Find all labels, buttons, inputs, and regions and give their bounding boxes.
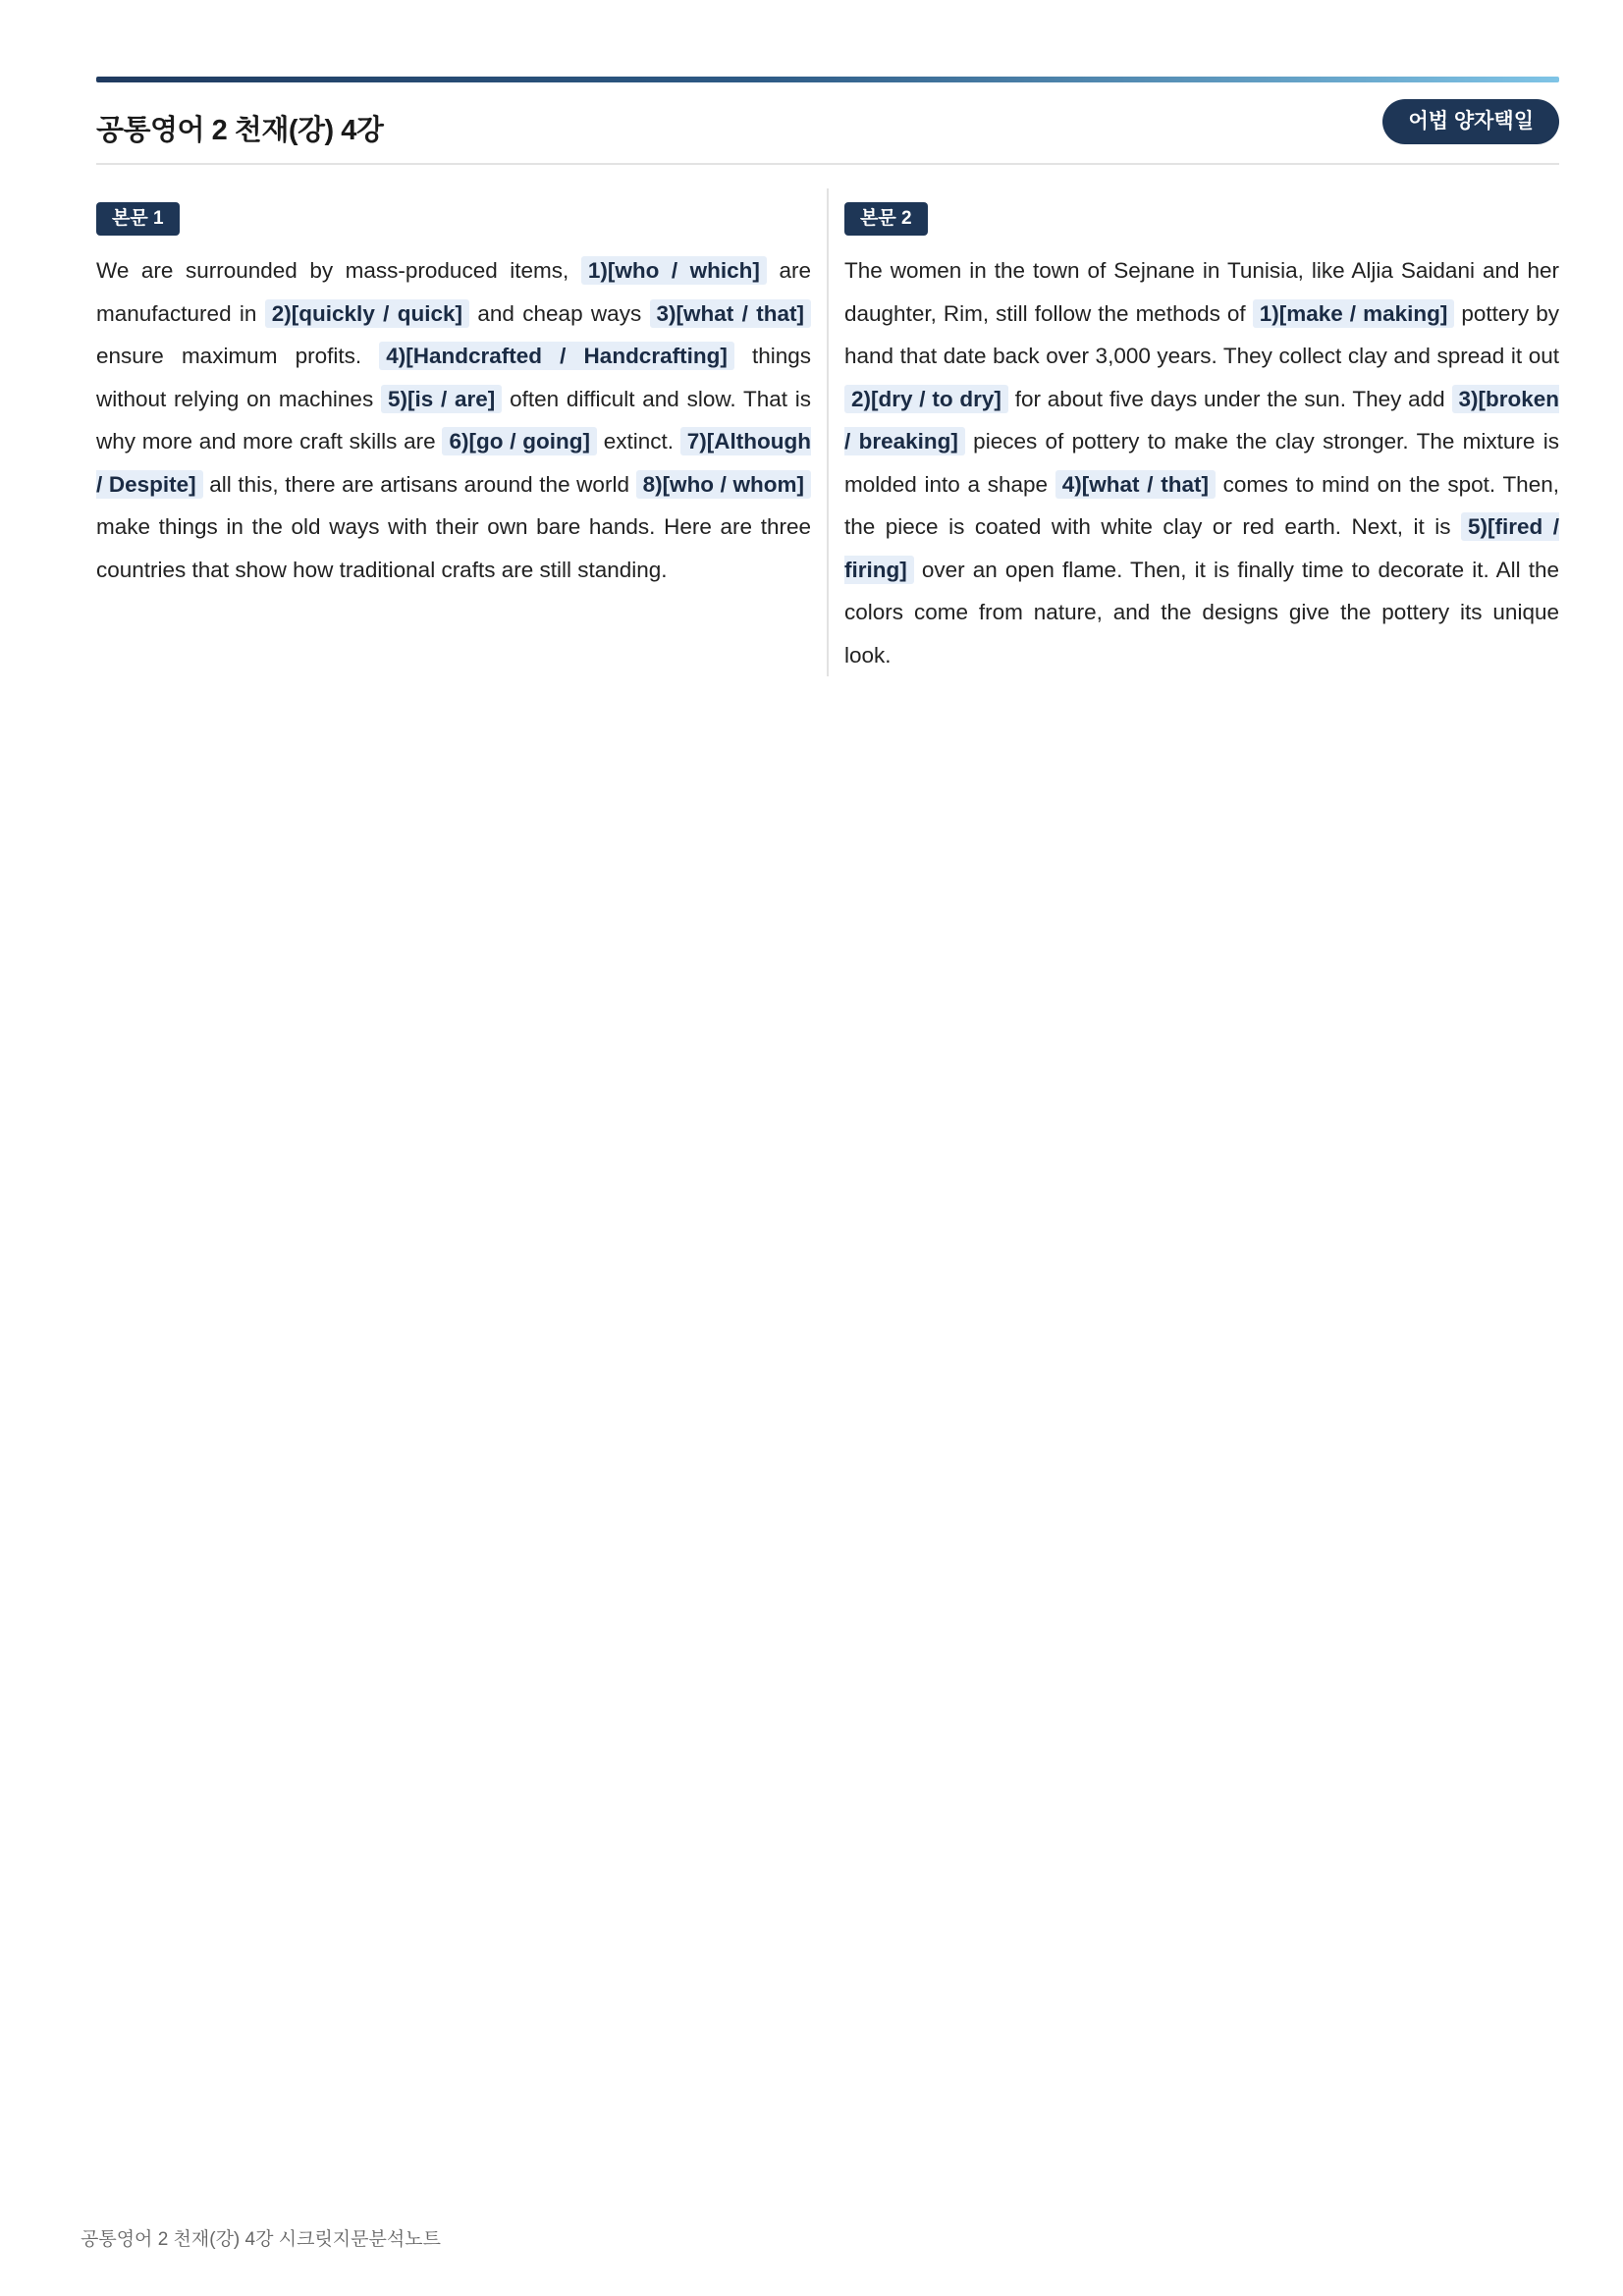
passage-text-run: are manufactured in xyxy=(96,258,811,326)
grammar-choice: 2)[quickly / quick] xyxy=(265,299,469,328)
grammar-choice: 2)[dry / to dry] xyxy=(844,385,1008,413)
grammar-choice: 6)[go / going] xyxy=(442,427,597,455)
passage-text-run: The women in the town of Sejnane in Tunisia, like Aljia Saidani and her daughter, Rim, still follow the methods of xyxy=(844,258,1559,326)
passage-text-run: make things in the old ways with their own bare hands. Here are three countries that show how traditional crafts are still standing. xyxy=(96,514,811,582)
passage-text xyxy=(96,249,811,591)
passage-text xyxy=(844,249,1559,676)
grammar-choice: 3)[broken / breaking] xyxy=(844,386,1560,454)
column-divider xyxy=(827,188,829,676)
page-footer: 공통영어 2 천재(강) 4강 시크릿지문분석노트 xyxy=(81,2229,441,2250)
grammar-choice: 5)[is / are] xyxy=(381,385,502,413)
grammar-choice: 1)[make / making] xyxy=(1253,299,1455,328)
passage-text-run: ensure maximum profits. xyxy=(96,344,380,368)
passage-text-run: and cheap ways xyxy=(469,300,650,326)
passage-text-run: pieces of pottery to make the clay stronger. The mixture is molded into a shape xyxy=(844,429,1559,497)
passage-section-1 xyxy=(96,188,811,676)
passage-text-run: often difficult and slow. That is why more and more craft skills are xyxy=(96,386,811,454)
grammar-choice: 8)[who / whom] xyxy=(636,470,811,499)
passage-text-run: pottery by hand that date back over 3,000 years. They collect clay and spread it out xyxy=(844,300,1559,368)
passage-text-run: over an open flame. Then, it is finally time to decorate it. All the colors come from nature, and the designs give the pottery its unique look. xyxy=(844,557,1559,667)
passage-columns xyxy=(96,188,1559,676)
passage-text-run: for about five days under the sun. They add xyxy=(1007,386,1452,411)
passage-text-run: comes to mind on the spot. Then, the piece is coated with white clay or red earth. Next, it is xyxy=(844,471,1559,539)
header xyxy=(96,82,1559,165)
passage-text-run: extinct. xyxy=(596,429,680,454)
grammar-choice: 4)[Handcrafted / Handcrafting] xyxy=(379,342,734,370)
page-title: 공통영어 2 천재(강) 4강 xyxy=(96,115,384,146)
worksheet-type-badge: 어법 양자택일 xyxy=(1382,99,1559,144)
grammar-choice: 3)[what / that] xyxy=(650,299,811,328)
grammar-choice: 4)[what / that] xyxy=(1055,470,1216,499)
passage-text-run: We are surrounded by mass-produced items, xyxy=(96,258,581,283)
passage-section-2 xyxy=(844,188,1559,676)
passage-text-run: things without relying on machines xyxy=(96,344,811,411)
passage-text-run: all this, there are artisans around the world xyxy=(202,471,636,497)
section-label: 본문 1 xyxy=(96,202,180,236)
section-label: 본문 2 xyxy=(844,202,928,236)
worksheet-page xyxy=(96,77,1559,676)
grammar-choice: 7)[Although / Despite] xyxy=(96,429,811,497)
grammar-choice: 5)[fired / firing] xyxy=(844,514,1559,582)
grammar-choice: 1)[who / which] xyxy=(581,256,767,285)
